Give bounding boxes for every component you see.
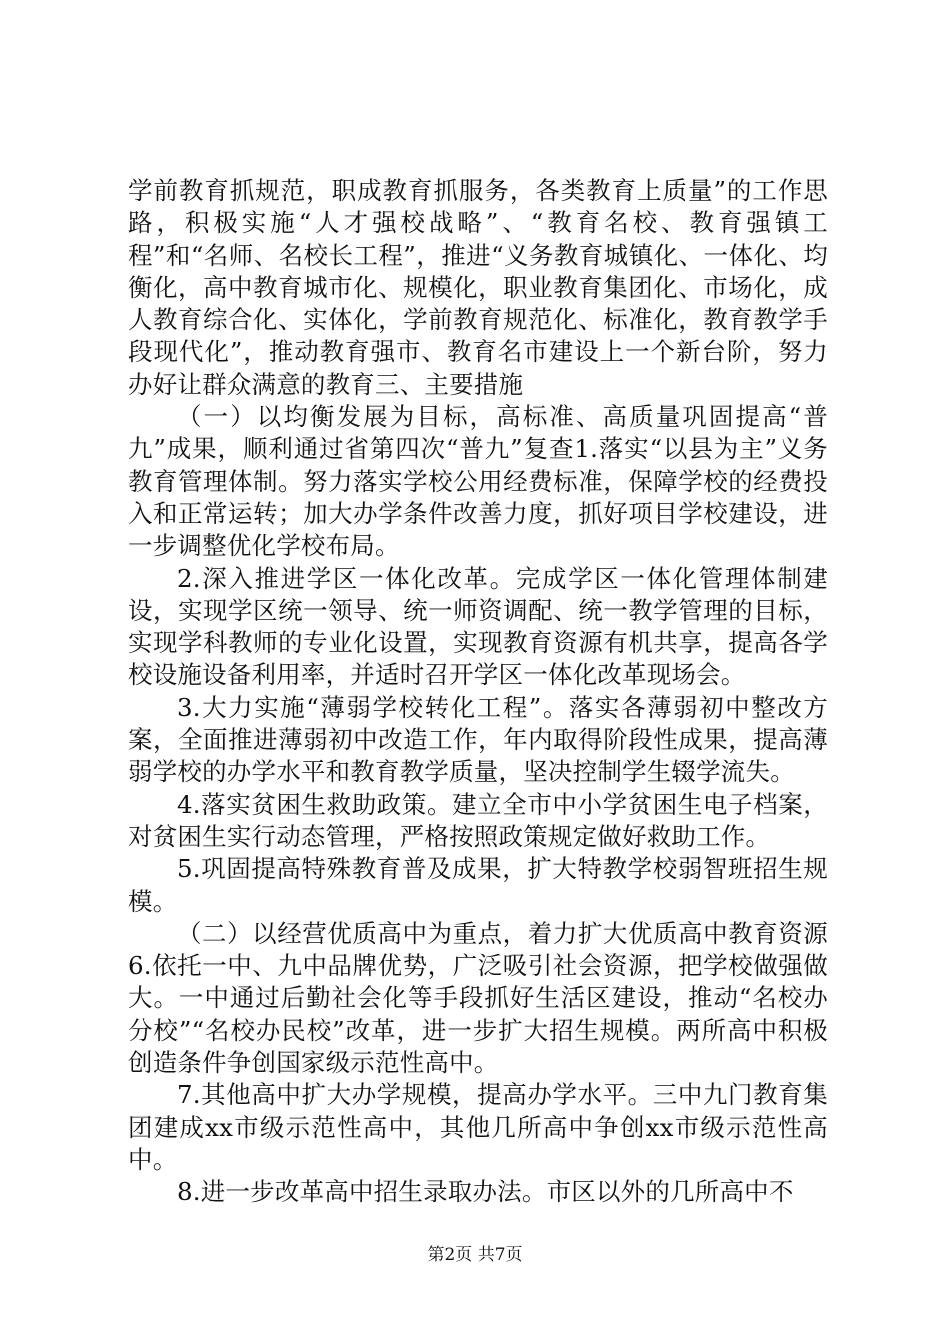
- paragraph: 5.巩固提高特殊教育普及成果，扩大特教学校弱智班招生规模。: [128, 854, 828, 916]
- document-body: [128, 175, 828, 1209]
- page-number-footer: 第2页 共7页: [427, 1245, 523, 1265]
- paragraph: 3.大力实施“薄弱学校转化工程”。落实各薄弱初中整改方案，全面推进薄弱初中改造工作，年内取得阶段性成果，提高薄弱学校的办学水平和教育教学质量，坚决控制学生辍学流失。: [128, 692, 828, 787]
- paragraph: 学前教育抓规范，职成教育抓服务，各类教育上质量”的工作思路，积极实施“人才强校战略”、“教育名校、教育强镇工程”和“名师、名校长工程”，推进“义务教育城镇化、一体化、均衡化，高中教育城市化、规模化，职业教育集团化、市场化，成人教育综合化、实体化，学前教育规范化、标准化，教育教学手段现代化”，推动教育强市、教育名市建设上一个新台阶，努力办好让群众满意的教育三、主要措施: [128, 176, 828, 399]
- paragraph: （一）以均衡发展为目标，高标准、高质量巩固提高“普九”成果，顺利通过省第四次“普九”复查1.落实“以县为主”义务教育管理体制。努力落实学校公用经费标准，保障学校的经费投入和正常运转；加大办学条件改善力度，抓好项目学校建设，进一步调整优化学校布局。: [128, 402, 828, 561]
- paragraph: 8.进一步改革高中招生录取办法。市区以外的几所高中不: [177, 1177, 794, 1207]
- paragraph: 2.深入推进学区一体化改革。完成学区一体化管理体制建设，实现学区统一领导、统一师资调配、统一教学管理的目标，实现学科教师的专业化设置，实现教育资源有机共享，提高各学校设施设备利用率，并适时召开学区一体化改革现场会。: [128, 563, 828, 690]
- paragraph: 4.落实贫困生救助政策。建立全市中小学贫困生电子档案，对贫困生实行动态管理，严格按照政策规定做好救助工作。: [128, 789, 828, 851]
- paragraph: 7.其他高中扩大办学规模，提高办学水平。三中九门教育集团建成xx市级示范性高中，其他几所高中争创xx市级示范性高中。: [128, 1080, 828, 1174]
- paragraph: （二）以经营优质高中为重点，着力扩大优质高中教育资源6.依托一中、九中品牌优势，广泛吸引社会资源，把学校做强做大。一中通过后勤社会化等手段抓好生活区建设，推动“名校办分校”“名校办民校”改革，进一步扩大招生规模。两所高中积极创造条件争创国家级示范性高中。: [128, 918, 828, 1078]
